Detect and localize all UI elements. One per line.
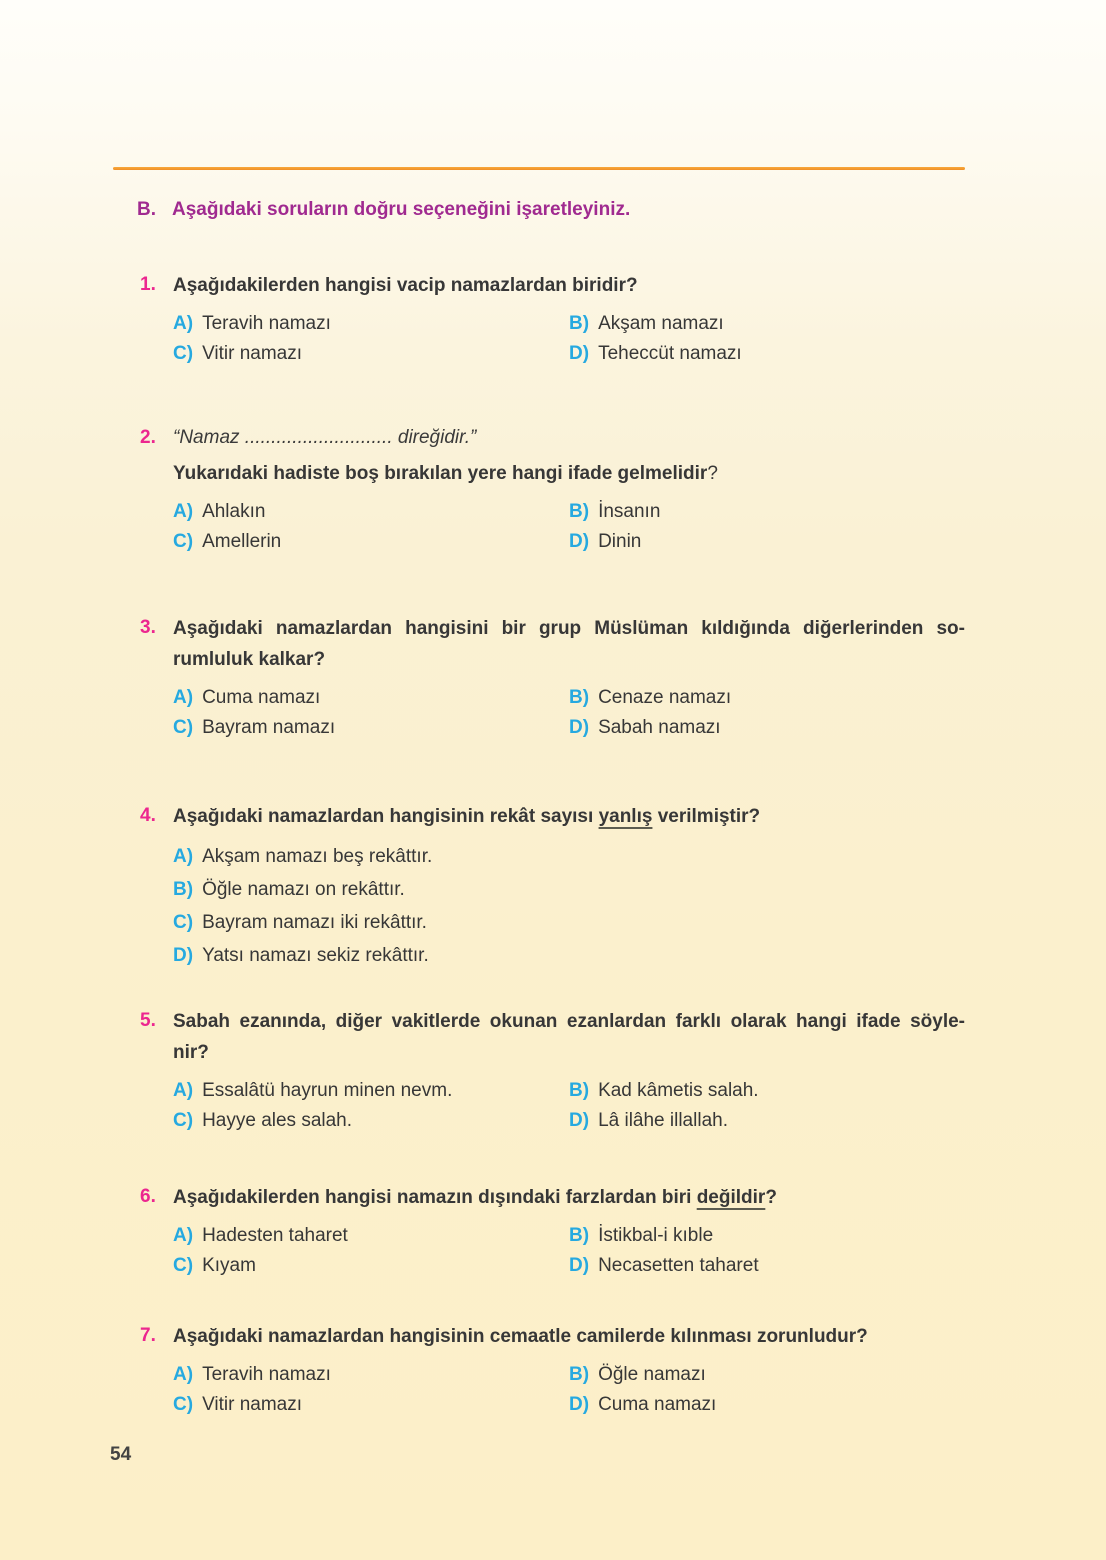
option-a: A) Hadesten taharet <box>173 1225 348 1246</box>
question-7 <box>140 1321 965 1420</box>
underlined-word: yanlış <box>598 806 653 827</box>
top-divider-line <box>113 167 965 170</box>
option-b: B) İnsanın <box>569 501 661 522</box>
option-d: D) Lâ ilâhe illallah. <box>569 1110 728 1131</box>
question-2 <box>140 423 965 557</box>
option-d: D) Necasetten taharet <box>569 1255 759 1276</box>
page-number: 54 <box>110 1444 132 1465</box>
question-7-options <box>173 1360 965 1420</box>
page-content <box>0 167 1106 1420</box>
section-heading <box>137 196 965 224</box>
question-4 <box>140 801 965 972</box>
option-c: C) Kıyam <box>173 1255 256 1276</box>
question-3 <box>140 613 965 743</box>
question-1 <box>140 270 965 369</box>
question-3-number: 3. <box>140 617 156 638</box>
option-a: A) Essalâtü hayrun minen nevm. <box>173 1080 453 1101</box>
option-c: C) Hayye ales salah. <box>173 1110 353 1131</box>
option-c: C) Vitir namazı <box>173 1394 303 1415</box>
question-7-text: Aşağıdaki namazlardan hangisinin cemaatle camilerde kılınması zorunludur? <box>173 1326 868 1347</box>
option-b: B) Akşam namazı <box>569 313 724 334</box>
option-c: C) Amellerin <box>173 531 282 552</box>
question-6-options <box>173 1221 965 1281</box>
option-d: D) Dinin <box>569 531 642 552</box>
option-c: C) Bayram namazı <box>173 717 336 738</box>
option-d: D) Yatsı namazı sekiz rekâttır. <box>173 945 429 966</box>
question-5-options <box>173 1076 965 1136</box>
option-d: D) Sabah namazı <box>569 717 721 738</box>
question-5-number: 5. <box>140 1010 156 1031</box>
option-c: C) Bayram namazı iki rekâttır. <box>173 912 427 933</box>
option-b: B) Cenaze namazı <box>569 687 732 708</box>
underlined-word: değildir <box>696 1187 766 1208</box>
question-3-text: Aşağıdaki namazlardan hangisini bir grup Müslüman kıldığında diğerlerinden so- rumluluk kalkar? <box>173 618 965 670</box>
question-2-text: Yukarıdaki hadiste boş bırakılan yere hangi ifade gelmelidir? <box>173 463 718 484</box>
question-1-number: 1. <box>140 274 156 295</box>
question-7-number: 7. <box>140 1325 156 1346</box>
option-d: D) Cuma namazı <box>569 1394 717 1415</box>
question-3-options <box>173 683 965 743</box>
question-5-text: Sabah ezanında, diğer vakitlerde okunan ezanlardan farklı olarak hangi ifade söyle- nir? <box>173 1011 965 1063</box>
section-label: B. <box>137 199 156 220</box>
option-a: A) Teravih namazı <box>173 1364 331 1385</box>
option-a: A) Ahlakın <box>173 501 266 522</box>
question-2-options <box>173 497 965 557</box>
question-1-text: Aşağıdakilerden hangisi vacip namazlardan biridir? <box>173 275 638 296</box>
option-b: B) Öğle namazı <box>569 1364 706 1385</box>
option-b: B) İstikbal-i kıble <box>569 1225 714 1246</box>
hadith-quote: “Namaz ............................ direğidir.” <box>173 427 477 448</box>
option-a: A) Cuma namazı <box>173 687 321 708</box>
question-5 <box>140 1006 965 1136</box>
question-1-options <box>173 309 965 369</box>
option-a: A) Akşam namazı beş rekâttır. <box>173 846 433 867</box>
option-c: C) Vitir namazı <box>173 343 303 364</box>
option-d: D) Teheccüt namazı <box>569 343 742 364</box>
question-4-number: 4. <box>140 805 156 826</box>
question-4-text: Aşağıdaki namazlardan hangisinin rekât sayısı yanlış verilmiştir? <box>173 806 761 827</box>
question-6-text: Aşağıdakilerden hangisi namazın dışındaki farzlardan biri değildir? <box>173 1187 777 1208</box>
question-6 <box>140 1182 965 1281</box>
question-4-options <box>173 840 965 972</box>
option-b: B) Öğle namazı on rekâttır. <box>173 879 405 900</box>
option-b: B) Kad kâmetis salah. <box>569 1080 759 1101</box>
question-6-number: 6. <box>140 1186 156 1207</box>
option-a: A) Teravih namazı <box>173 313 331 334</box>
section-title: Aşağıdaki soruların doğru seçeneğini işaretleyiniz. <box>172 199 631 220</box>
question-2-number: 2. <box>140 427 156 448</box>
